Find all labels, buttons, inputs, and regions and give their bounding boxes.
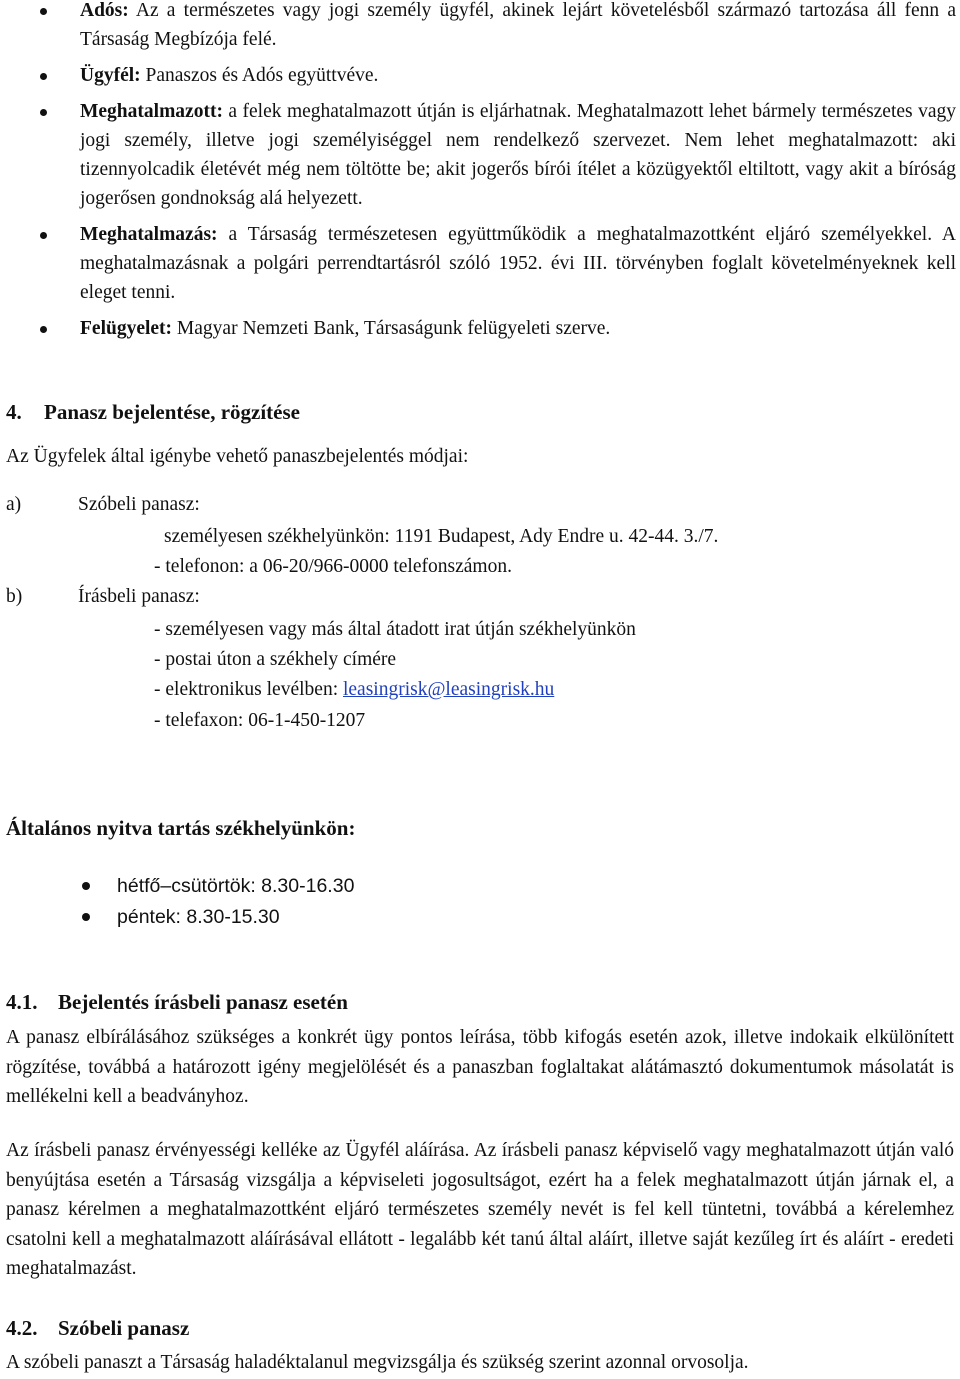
email-link[interactable]: leasingrisk@leasingrisk.hu: [342, 679, 555, 700]
definition-text: Panaszos és Adós együttvéve.: [140, 65, 379, 86]
oral-complaint-label: [6, 494, 200, 516]
written-complaint-fax: - telefaxon: 06-1-450-1207: [154, 710, 366, 731]
list-letter: b): [6, 586, 23, 607]
definition-item: [40, 97, 956, 213]
email-prefix: - elektronikus levélben:: [154, 679, 343, 700]
list-label: Szóbeli panasz:: [78, 494, 200, 515]
definition-item: [40, 0, 956, 54]
opening-hours-heading: Általános nyitva tartás székhelyünkön:: [6, 816, 356, 840]
section-title: Bejelentés írásbeli panasz esetén: [58, 990, 348, 1014]
definition-term: Ügyfél:: [80, 65, 141, 86]
definition-text: Az a természetes vagy jogi személy ügyfél, akinek lejárt követelésből származó tartozása áll fenn a Társaság Megbízója felé.: [80, 0, 956, 50]
section-4-2-paragraph-1: A szóbeli panaszt a Társaság haladéktalanul megvizsgálja és szükség szerint azonnal orvosolja.: [6, 1352, 749, 1373]
opening-hours-item: péntek: 8.30-15.30: [82, 902, 354, 933]
definition-item: [40, 220, 956, 307]
section-4-2-heading: [6, 1316, 189, 1341]
opening-hours-list: [82, 871, 354, 933]
oral-complaint-in-person: személyesen székhelyünkön: 1191 Budapest, Ady Endre u. 42-44. 3./7.: [164, 526, 719, 547]
definitions-list: [40, 0, 956, 350]
list-label: Írásbeli panasz:: [78, 586, 200, 607]
section-number: 4.: [6, 400, 22, 424]
opening-hours-item: hétfő–csütörtök: 8.30-16.30: [82, 871, 354, 902]
definition-text: a felek meghatalmazott útján is eljárhatnak. Meghatalmazott lehet bármely természetes vagy jogi személy, illetve jogi személyiséggel nem rendelkező szervezet. Nem lehet meghatalmazott: aki tizennyolcadik életévét még nem töltötte be; akit jogerős bírói ítélet a közügyektől eltiltott, vagy akit a bíróság jogerősen gondnokság alá helyezett.: [80, 101, 956, 209]
section-number: 4.2.: [6, 1316, 38, 1340]
definition-term: Meghatalmazás:: [80, 224, 218, 245]
definition-text: Magyar Nemzeti Bank, Társaságunk felügyeleti szerve.: [172, 318, 611, 339]
definition-term: Felügyelet:: [80, 318, 173, 339]
section-number: 4.1.: [6, 990, 38, 1014]
section-title: Szóbeli panasz: [58, 1316, 190, 1340]
section-4-1-paragraph-2: Az írásbeli panasz érvényességi kelléke az Ügyfél aláírása. Az írásbeli panasz képviselő vagy meghatalmazott útján való benyújtása esetén a Társaság vizsgálja a képviseleti jogosultságot, ezért ha a felek meghatalmazott útján járnak el, a panasz kérelmen a meghatalmazottként eljáró természetes személy nevét is fel kell tüntetni, továbbá a kérelemhez csatolni kell a meghatalmazott aláírásával ellátott - legalább két tanú által aláírt, illetve saját kezűleg írt és aláírt - eredeti meghatalmazást.: [6, 1140, 954, 1279]
section-4-1-heading: [6, 990, 348, 1015]
definition-text: a Társaság természetesen együttműködik a meghatalmazottként eljáró személyekkel. A meghatalmazásnak a polgári perrendtartásról szóló 1952. évi III. törvényben foglalt követelményeknek kell eleget tenni.: [80, 224, 956, 303]
written-complaint-post: - postai úton a székhely címére: [154, 649, 397, 670]
written-complaint-email: [154, 679, 554, 701]
section-4-heading: [6, 400, 300, 425]
definition-item: [40, 61, 956, 90]
written-complaint-label: [6, 586, 200, 608]
written-complaint-in-person: - személyesen vagy más által átadott irat útján székhelyünkön: [154, 619, 636, 640]
definition-term: Meghatalmazott:: [80, 101, 223, 122]
oral-complaint-phone: - telefonon: a 06-20/966-0000 telefonszámon.: [154, 556, 512, 577]
list-letter: a): [6, 494, 22, 515]
section-4-1-paragraph-1: A panasz elbírálásához szükséges a konkrét ügy pontos leírása, több kifogás esetén azok, illetve indokaik elkülönített rögzítése, továbbá a határozott igény megjelölését és a panaszban foglaltakat alátámasztó dokumentumok másolatát is mellékelni kell a beadványhoz.: [6, 1027, 954, 1107]
section-4-intro: Az Ügyfelek által igénybe vehető panaszbejelentés módjai:: [6, 446, 469, 467]
definition-item: [40, 314, 956, 343]
definition-term: Adós:: [80, 0, 129, 21]
section-title: Panasz bejelentése, rögzítése: [44, 400, 300, 424]
